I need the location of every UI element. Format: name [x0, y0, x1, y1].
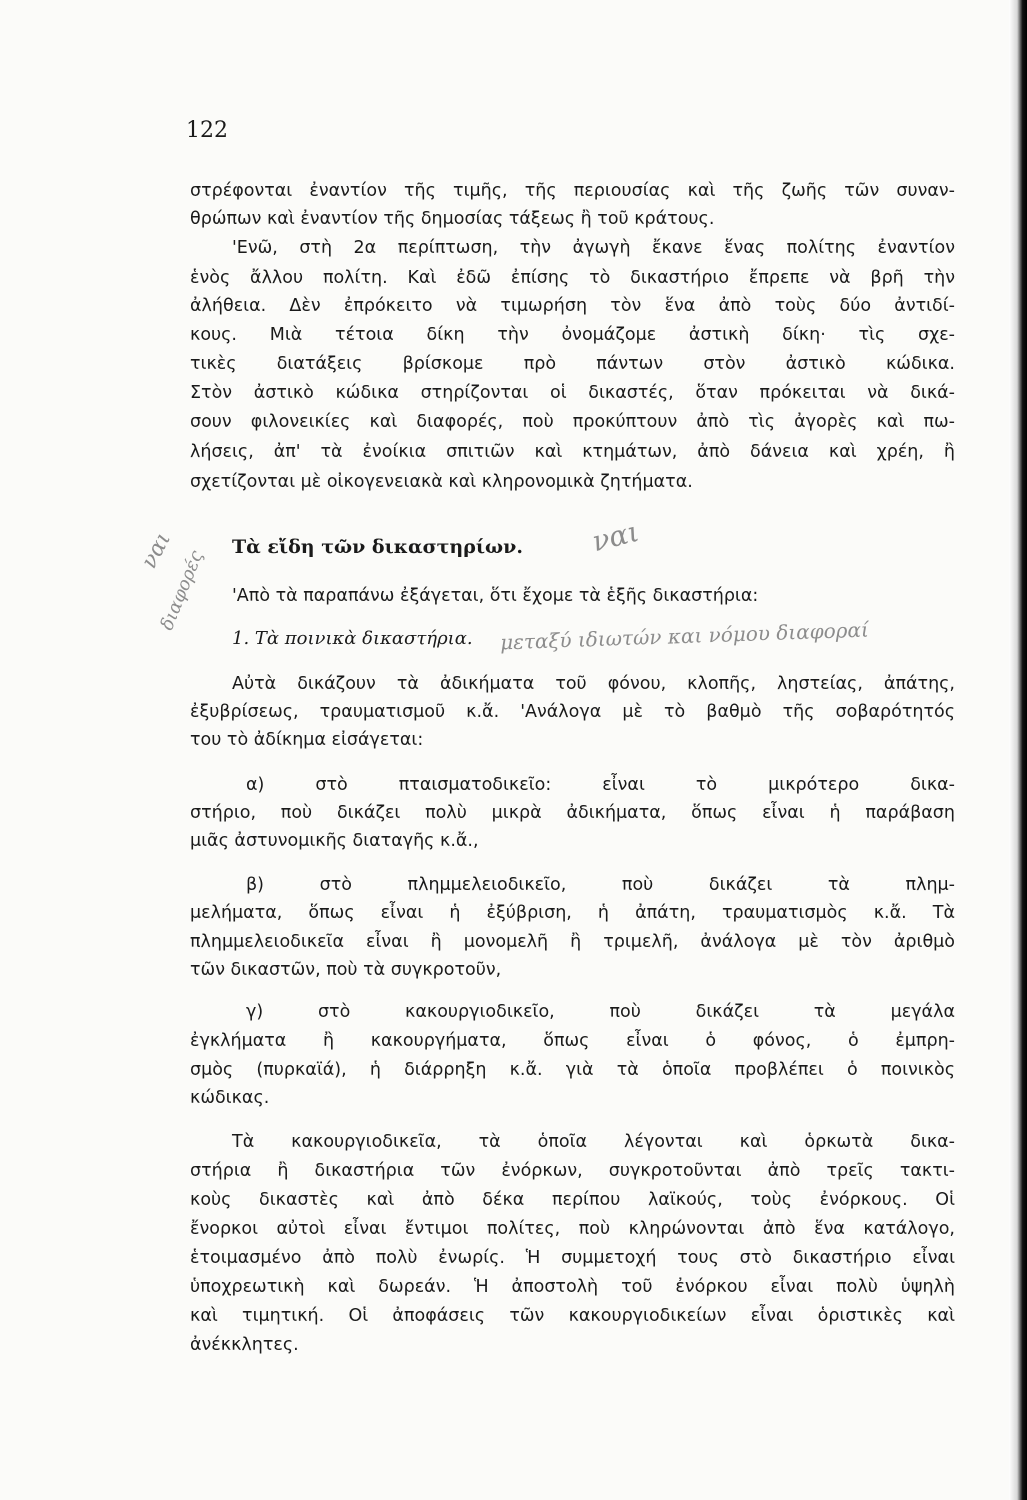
text-line: θρώπων καὶ ἐναντίον τῆς δημοσίας τάξεως ἢ τοῦ κράτους.: [190, 209, 715, 229]
handwritten-note: ναι: [136, 528, 177, 573]
text-line: ὑποχρεωτικὴ καὶ δωρεάν. Ἡ ἀποστολὴ τοῦ ἐνόρκου εἶναι πολὺ ὑψηλὴ: [190, 1277, 955, 1297]
text-line: του τὸ ἀδίκημα εἰσάγεται:: [190, 730, 424, 750]
text-line: σχετίζονται μὲ οἰκογενειακὰ καὶ κληρονομικὰ ζητήματα.: [190, 472, 693, 492]
text-line: Στὸν ἀστικὸ κώδικα στηρίζονται οἱ δικαστές, ὅταν πρόκειται νὰ δικά-: [190, 383, 955, 403]
text-line: ἀνέκκλητες.: [190, 1335, 299, 1355]
text-line: 'Απὸ τὰ παραπάνω ἐξάγεται, ὅτι ἔχομε τὰ ἑξῆς δικαστήρια:: [232, 586, 759, 606]
text-line: πλημμελειοδικεῖα εἶναι ἢ μονομελῆ ἢ τριμελῆ, ἀνάλογα μὲ τὸν ἀριθμὸ: [190, 932, 955, 952]
text-line: Τὰ κακουργιοδικεῖα, τὰ ὁποῖα λέγονται καὶ ὁρκωτὰ δικα-: [232, 1132, 955, 1152]
text-line: καὶ τιμητική. Οἱ ἀποφάσεις τῶν κακουργιοδικείων εἶναι ὁριστικὲς καὶ: [190, 1306, 955, 1326]
text-line: κώδικας.: [190, 1088, 270, 1108]
page-number: 122: [186, 118, 228, 143]
handwritten-note: διαφορές: [156, 547, 208, 634]
text-line: στρέφονται ἐναντίον τῆς τιμῆς, τῆς περιουσίας καὶ τῆς ζωῆς τῶν συναν-: [190, 181, 955, 201]
text-line: στήρια ἢ δικαστήρια τῶν ἐνόρκων, συγκροτοῦνται ἀπὸ τρεῖς τακτι-: [190, 1161, 955, 1181]
text-line: β) στὸ πλημμελειοδικεῖο, ποὺ δικάζει τὰ πλημ-: [246, 875, 955, 895]
text-line: ἑνὸς ἄλλου πολίτη. Καὶ ἐδῶ ἐπίσης τὸ δικαστήριο ἔπρεπε νὰ βρῆ τὴν: [190, 268, 955, 288]
text-line: Αὐτὰ δικάζουν τὰ ἀδικήματα τοῦ φόνου, κλοπῆς, ληστείας, ἀπάτης,: [232, 674, 955, 694]
text-line: ἐξυβρίσεως, τραυματισμοῦ κ.ἄ. 'Ανάλογα μὲ τὸ βαθμὸ τῆς σοβαρότητός: [190, 702, 955, 722]
text-line: α) στὸ πταισματοδικεῖο: εἶναι τὸ μικρότερο δικα-: [246, 775, 955, 795]
text-line: μιᾶς ἀστυνομικῆς διαταγῆς κ.ἄ.,: [190, 831, 479, 851]
text-line: μελήματα, ὅπως εἶναι ἡ ἐξύβριση, ἡ ἀπάτη, τραυματισμὸς κ.ἄ. Τὰ: [190, 903, 955, 923]
text-line: λήσεις, ἀπ' τὰ ἐνοίκια σπιτιῶν καὶ κτημάτων, ἀπὸ δάνεια καὶ χρέη, ἢ: [190, 442, 955, 462]
text-line: στήριο, ποὺ δικάζει πολὺ μικρὰ ἀδικήματα, ὅπως εἶναι ἡ παράβαση: [190, 803, 955, 823]
text-line: σουν φιλονεικίες καὶ διαφορές, ποὺ προκύπτουν ἀπὸ τὶς ἀγορὲς καὶ πω-: [190, 412, 955, 432]
text-line: 'Ενῶ, στὴ 2α περίπτωση, τὴν ἀγωγὴ ἔκανε ἕνας πολίτης ἐναντίον: [232, 238, 955, 258]
handwritten-note: μεταξύ ιδιωτών και νόμου διαφοραί: [499, 617, 870, 655]
handwritten-note: ναι: [588, 514, 643, 559]
text-line: γ) στὸ κακουργιοδικεῖο, ποὺ δικάζει τὰ μεγάλα: [246, 1002, 955, 1022]
text-line: ἀλήθεια. Δὲν ἐπρόκειτο νὰ τιμωρήση τὸν ἕνα ἀπὸ τοὺς δύο ἀντιδί-: [190, 296, 955, 316]
text-line: τῶν δικαστῶν, ποὺ τὰ συγκροτοῦν,: [190, 960, 502, 980]
text-line: ἐγκλήματα ἢ κακουργήματα, ὅπως εἶναι ὁ φόνος, ὁ ἐμπρη-: [190, 1031, 955, 1051]
text-line: ἑτοιμασμένο ἀπὸ πολὺ ἐνωρίς. Ἡ συμμετοχή τους στὸ δικαστήριο εἶναι: [190, 1248, 955, 1268]
subsection-heading: 1. Τὰ ποινικὰ δικαστήρια.: [232, 628, 473, 649]
text-line: κους. Μιὰ τέτοια δίκη τὴν ὀνομάζομε ἀστικὴ δίκη· τὶς σχε-: [190, 325, 955, 345]
text-line: κοὺς δικαστὲς καὶ ἀπὸ δέκα περίπου λαϊκούς, τοὺς ἐνόρκους. Οἱ: [190, 1190, 955, 1210]
text-line: τικὲς διατάξεις βρίσκομε πρὸ πάντων στὸν ἀστικὸ κώδικα.: [190, 354, 955, 374]
page-edge-shadow: [1009, 0, 1027, 1500]
text-line: ἔνορκοι αὐτοὶ εἶναι ἔντιμοι πολίτες, ποὺ κληρώνονται ἀπὸ ἕνα κατάλογο,: [190, 1219, 955, 1239]
section-heading: Τὰ εἴδη τῶν δικαστηρίων.: [232, 536, 523, 558]
text-line: σμὸς (πυρκαϊά), ἡ διάρρηξη κ.ἄ. γιὰ τὰ ὁποῖα προβλέπει ὁ ποινικὸς: [190, 1060, 955, 1080]
